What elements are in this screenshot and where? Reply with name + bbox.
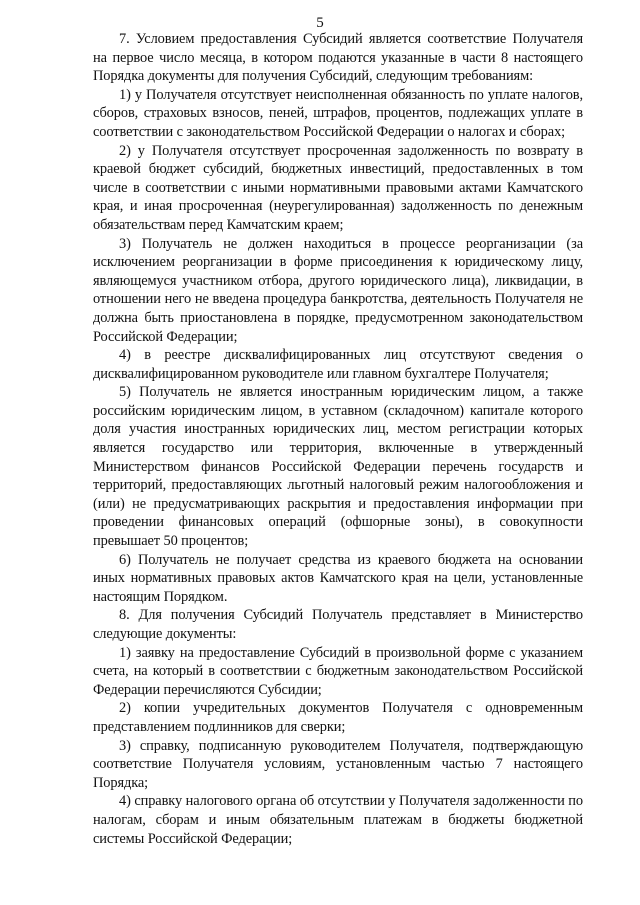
paragraph-7-3-no-reorganization: 3) Получатель не должен находиться в процессе реорганизации (за исключением реорганизации в форме присоединения к юридическому лицу, являющемуся участником отбора, другого юридического лица), ликвидации, в отношении него не введена процедура банкротства, деятельность Получателя не должна быть приостановлена в порядке, предусмотренном законодательством Российской Федерации;	[93, 235, 583, 345]
paragraph-8-2-founding-documents: 2) копии учредительных документов Получателя с одновременным представлением подлинников для сверки;	[93, 700, 583, 735]
paragraph-7-5-not-foreign-entity: 5) Получатель не является иностранным юридическим лицом, а также российским юридическим лицом, в уставном (складочном) капитале которого доля участия иностранных юридических лиц, местом регистрации которых является государство или территория, включенные в утвержденный Министерством финансов Российской Федерации перечень государств и территорий, предоставляющих льготный налоговый режим налогообложения и (или) не предусматривающих раскрытия и предоставления информации при проведении финансовых операций (офшорные зоны), в совокупности превышает 50 процентов;	[93, 384, 583, 550]
paragraph-7-1-no-tax-debt: 1) у Получателя отсутствует неисполненная обязанность по уплате налогов, сборов, страховых взносов, пеней, штрафов, процентов, подлежащих уплате в соответствии с законодательством Российской Федерации о налогах и сборах;	[93, 86, 583, 140]
paragraph-7-2-no-overdue-debt: 2) у Получателя отсутствует просроченная задолженность по возврату в краевой бюджет субсидий, бюджетных инвестиций, предоставленных в том числе в соответствии с иными нормативными правовыми актами Камчатского края, и иная просроченная (неурегулированная) задолженность по денежным обязательствам перед Камчатским краем;	[93, 142, 583, 233]
page-number: 5	[316, 15, 324, 31]
paragraph-8-3-compliance-certificate: 3) справку, подписанную руководителем Получателя, подтверждающую соответствие Получателя условиям, установленным частью 7 настоящего Порядка;	[93, 737, 583, 791]
document-body	[93, 30, 583, 848]
paragraph-8-4-tax-certificate: 4) справку налогового органа об отсутствии у Получателя задолженности по налогам, сборам и иным обязательным платежам в бюджеты бюджетной системы Российской Федерации;	[93, 793, 583, 847]
paragraph-7-conditions: 7. Условием предоставления Субсидий является соответствие Получателя на первое число месяца, в котором подаются указанные в части 8 настоящего Порядка документы для получения Субсидий, следующим требованиям:	[93, 31, 583, 85]
paragraph-7-4-disqualified-registry: 4) в реестре дисквалифицированных лиц отсутствуют сведения о дисквалифицированном руководителе или главном бухгалтере Получателя;	[93, 347, 583, 382]
paragraph-7-6-no-other-funding: 6) Получатель не получает средства из краевого бюджета на основании иных нормативных правовых актов Камчатского края на цели, установленные настоящим Порядком.	[93, 551, 583, 605]
paragraph-8-documents: 8. Для получения Субсидий Получатель представляет в Министерство следующие документы:	[93, 607, 583, 642]
paragraph-8-1-application: 1) заявку на предоставление Субсидий в произвольной форме с указанием счета, на который в соответствии с бюджетным законодательством Российской Федерации перечисляются Субсидии;	[93, 644, 583, 698]
